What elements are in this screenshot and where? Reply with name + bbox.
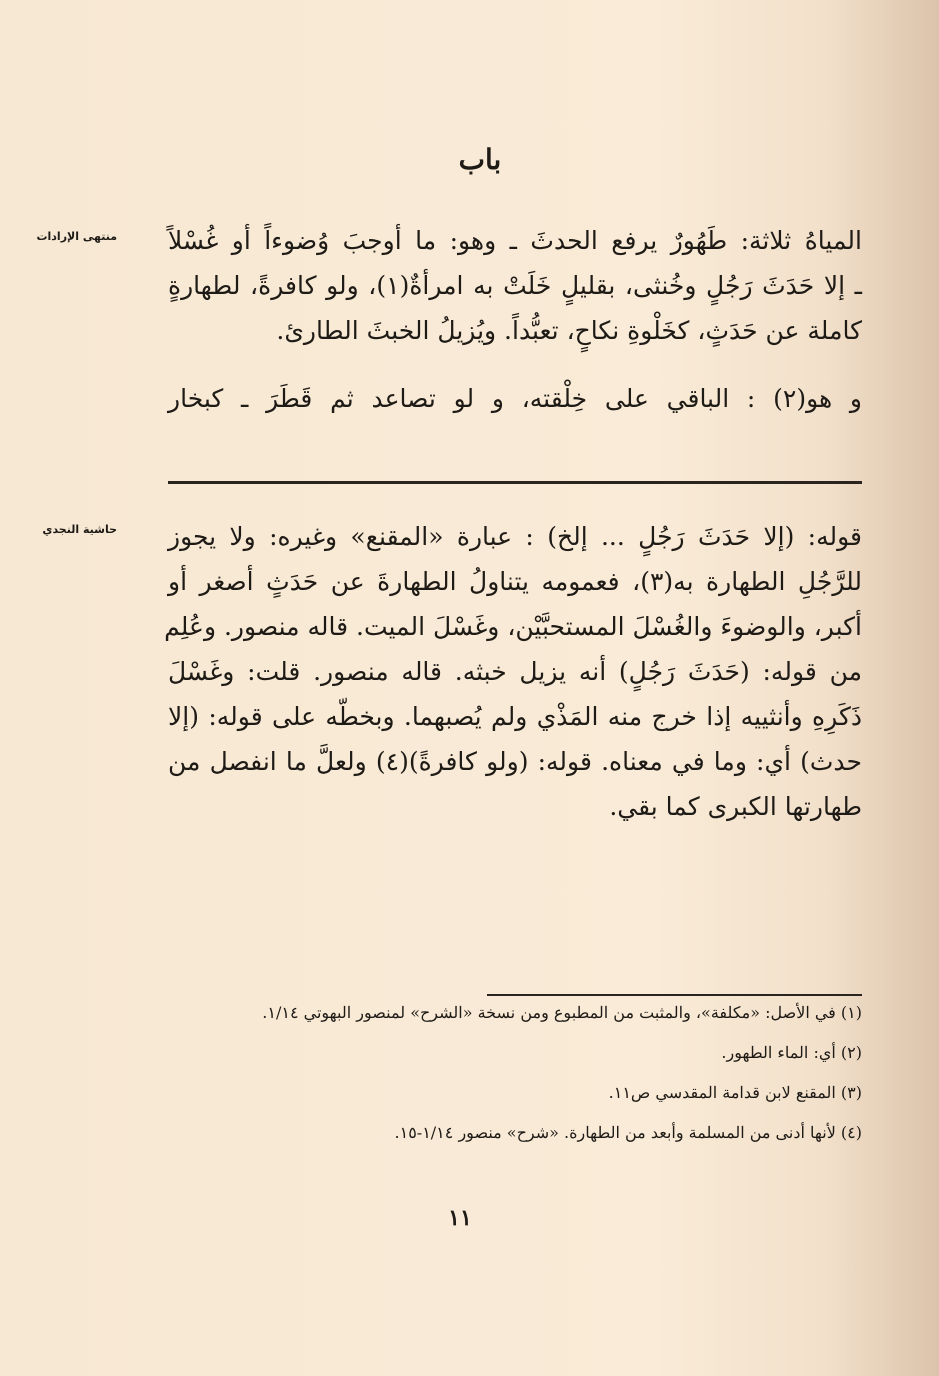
footnotes [168,1003,862,1163]
matn-line: و هو(٢) : الباقي على خِلْقته، و لو تصاعد ثم قَطَرَ ـ كبخار [168,384,863,413]
margin-label-matn: منتهى الإرادات [36,230,117,243]
footnote-2: (٢) أي: الماء الطهور. [721,1043,862,1062]
matn-line: المياهُ ثلاثة: طَهُورٌ يرفع الحدثَ ـ وهو: ما أوجبَ وُضوءاً أو غُسْلاً [168,226,862,255]
matn-line: كاملة عن حَدَثٍ، كخَلْوةِ نكاحٍ، تعبُّداً. ويُزيلُ الخبثَ الطارئ. [276,316,862,345]
hashiya-line: حدث) أي: وما في معناه. قوله: (ولو كافرةً)(٤) ولعلَّ ما انفصل من [168,747,862,776]
footnote-3: (٣) المقنع لابن قدامة المقدسي ص١١. [608,1083,862,1102]
hashiya-line: ذَكَرِهِ وأنثييه إذا خرج منه المَذْي ولم يُصبهما. وبخطّه على قوله: (إلا [168,702,862,731]
matn-line: ـ إلا حَدَثَ رَجُلٍ وخُنثى، بقليلٍ خَلَتْ به امرأةٌ(١)، ولو كافرةً، لطهارةٍ [168,271,862,300]
footnote-4: (٤) لأنها أدنى من المسلمة وأبعد من الطهارة. «شرح» منصور ١/١٤-١٥. [394,1123,862,1142]
hashiya-line: للرَّجُلِ الطهارة به(٣)، فعمومه يتناولُ الطهارةَ عن حَدَثٍ أصغر أو [168,567,863,596]
section-divider [168,481,862,484]
hashiya-line: قوله: (إلا حَدَثَ رَجُلٍ ... إلخ) : عبارة «المقنع» وغيره: ولا يجوز [168,522,862,551]
chapter-heading: باب [458,143,502,176]
footnote-divider [487,994,862,996]
margin-label-hashiya: حاشية النجدي [42,523,117,536]
footnote-1: (١) في الأصل: «مكلفة»، والمثبت من المطبوع ومن نسخة «الشرح» لمنصور البهوتي ١/١٤. [262,1003,862,1022]
hashiya-line: أكبر، والوضوءَ والغُسْلَ المستحبَّيْن، وغَسْلَ الميت. قاله منصور. وعُلِم [164,612,862,641]
page-number: ١١ [448,1205,472,1231]
hashiya-line: من قوله: (حَدَثَ رَجُلٍ) أنه يزيل خبثه. قاله منصور. قلت: وغَسْلَ [168,657,862,686]
matn-text [168,218,862,421]
hashiya-text [164,514,863,829]
hashiya-line: طهارتها الكبرى كما بقي. [609,792,862,821]
